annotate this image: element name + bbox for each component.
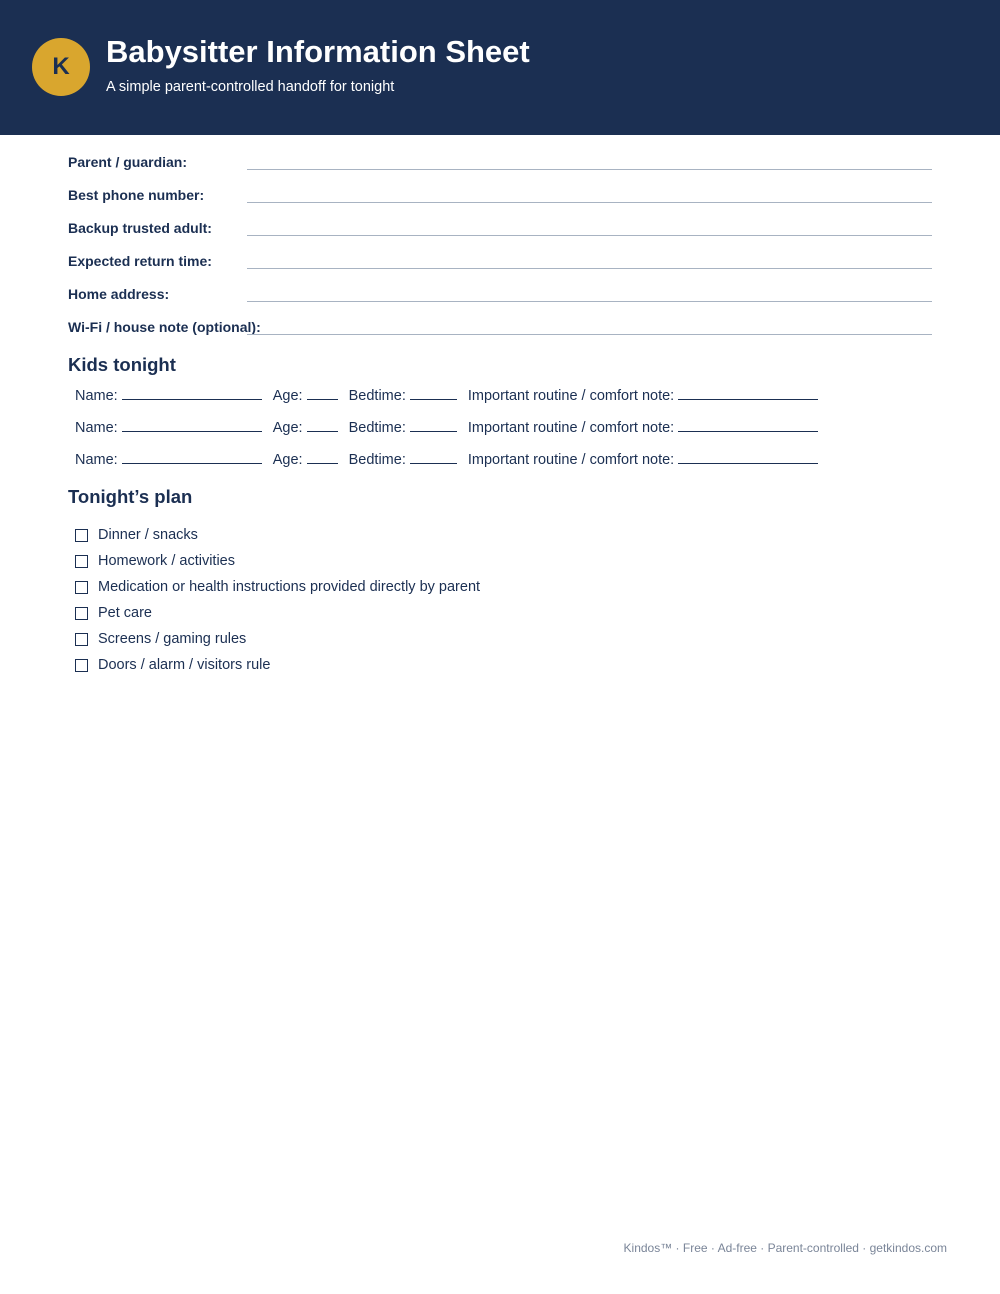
field-label: Wi-Fi / house note (optional): bbox=[68, 319, 261, 335]
kid-bedtime-label: Bedtime: bbox=[348, 420, 406, 436]
page-subtitle: A simple parent-controlled handoff for tonight bbox=[106, 79, 395, 95]
field-write-line[interactable] bbox=[247, 334, 932, 335]
kid-note-blank[interactable] bbox=[678, 417, 818, 432]
kid-name-label: Name: bbox=[75, 388, 118, 404]
kid-note-blank[interactable] bbox=[678, 385, 818, 400]
checkbox-icon[interactable] bbox=[75, 659, 88, 672]
kid-note-label: Important routine / comfort note: bbox=[467, 452, 675, 468]
kid-name-label: Name: bbox=[75, 452, 118, 468]
kid-name-blank[interactable] bbox=[122, 449, 262, 464]
checkbox-icon[interactable] bbox=[75, 529, 88, 542]
plan-item-label: Homework / activities bbox=[98, 553, 235, 569]
field-return-time bbox=[68, 253, 932, 277]
plan-item-label: Pet care bbox=[98, 605, 152, 621]
field-write-line[interactable] bbox=[247, 268, 932, 269]
checkbox-icon[interactable] bbox=[75, 581, 88, 594]
kid-bedtime-label: Bedtime: bbox=[348, 452, 406, 468]
kid-age-blank[interactable] bbox=[307, 385, 338, 400]
plan-section-title: Tonight’s plan bbox=[68, 486, 193, 507]
field-label: Parent / guardian: bbox=[68, 154, 188, 170]
field-best-phone bbox=[68, 187, 932, 211]
field-write-line[interactable] bbox=[247, 235, 932, 236]
checkbox-icon[interactable] bbox=[75, 633, 88, 646]
field-label: Expected return time: bbox=[68, 253, 212, 269]
kid-bedtime-label: Bedtime: bbox=[348, 388, 406, 404]
kid-age-label: Age: bbox=[272, 388, 303, 404]
kid-bedtime-blank[interactable] bbox=[410, 449, 457, 464]
plan-item-label: Dinner / snacks bbox=[98, 527, 198, 543]
kid-age-blank[interactable] bbox=[307, 449, 338, 464]
kid-row bbox=[75, 385, 818, 407]
field-backup-adult bbox=[68, 220, 932, 244]
field-label: Best phone number: bbox=[68, 187, 205, 203]
kid-note-label: Important routine / comfort note: bbox=[467, 420, 675, 436]
kid-name-blank[interactable] bbox=[122, 385, 262, 400]
kid-age-blank[interactable] bbox=[307, 417, 338, 432]
plan-item-label: Medication or health instructions provided directly by parent bbox=[98, 579, 481, 595]
kid-bedtime-blank[interactable] bbox=[410, 417, 457, 432]
kid-name-label: Name: bbox=[75, 420, 118, 436]
kid-age-label: Age: bbox=[272, 452, 303, 468]
plan-item-label: Doors / alarm / visitors rule bbox=[98, 657, 271, 673]
kid-note-blank[interactable] bbox=[678, 449, 818, 464]
field-write-line[interactable] bbox=[247, 301, 932, 302]
kids-section-title: Kids tonight bbox=[68, 354, 176, 375]
page-title: Babysitter Information Sheet bbox=[106, 34, 530, 69]
plan-item-label: Screens / gaming rules bbox=[98, 631, 247, 647]
field-label: Backup trusted adult: bbox=[68, 220, 212, 236]
field-write-line[interactable] bbox=[247, 169, 932, 170]
field-label: Home address: bbox=[68, 286, 170, 302]
kid-name-blank[interactable] bbox=[122, 417, 262, 432]
footer-text: Kindos™ · Free · Ad-free · Parent-controlled · getkindos.com bbox=[623, 1241, 947, 1255]
logo-letter: K bbox=[52, 53, 70, 80]
kid-age-label: Age: bbox=[272, 420, 303, 436]
field-parent-guardian bbox=[68, 154, 932, 178]
header-banner bbox=[0, 0, 1000, 135]
field-wifi-note bbox=[68, 319, 932, 343]
kid-row bbox=[75, 449, 818, 471]
checkbox-icon[interactable] bbox=[75, 607, 88, 620]
kid-note-label: Important routine / comfort note: bbox=[467, 388, 675, 404]
kid-bedtime-blank[interactable] bbox=[410, 385, 457, 400]
kid-row bbox=[75, 417, 818, 439]
field-write-line[interactable] bbox=[247, 202, 932, 203]
checkbox-icon[interactable] bbox=[75, 555, 88, 568]
kindos-logo bbox=[32, 38, 90, 96]
field-home-address bbox=[68, 286, 932, 310]
